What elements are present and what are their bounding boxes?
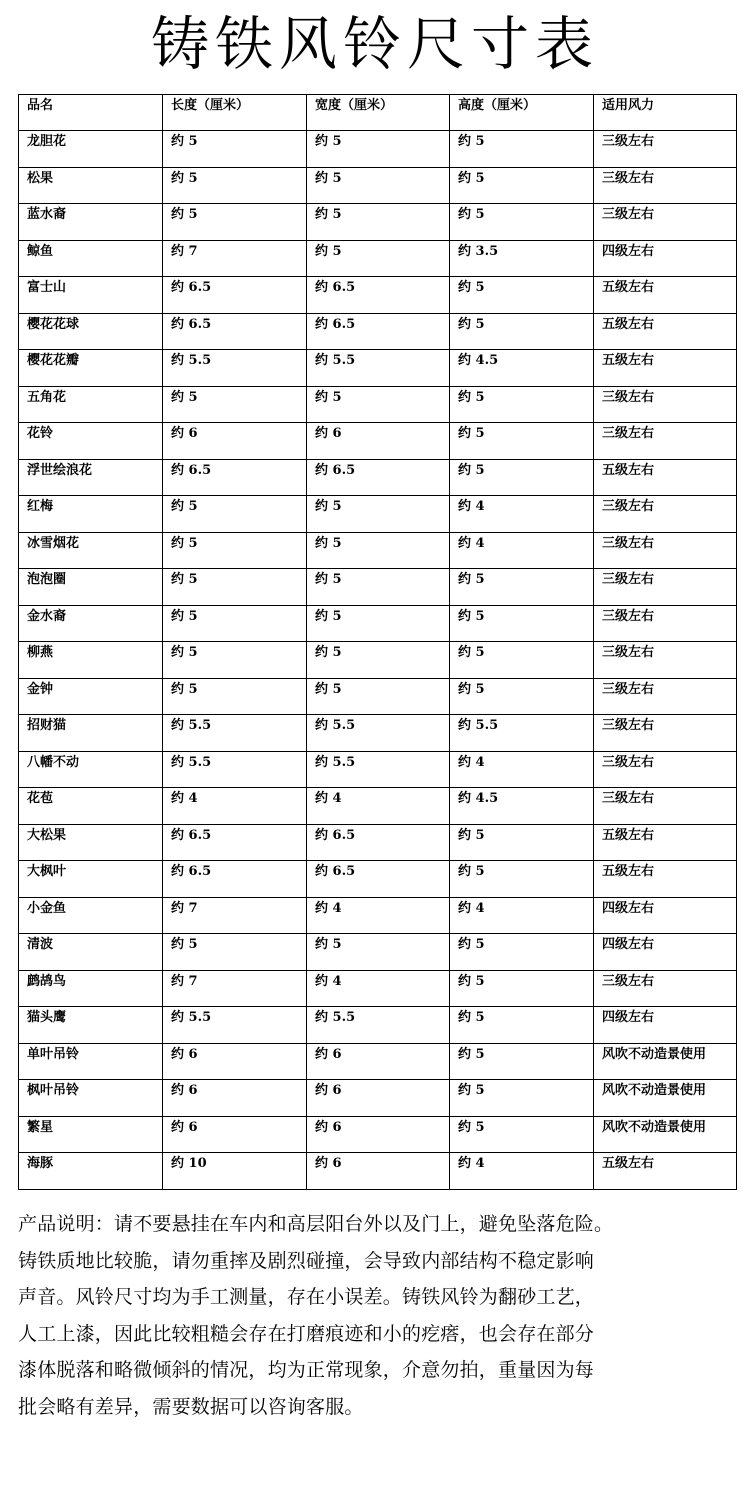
cell-width: 约 5.5 <box>307 751 450 788</box>
cell-wind-level: 四级左右 <box>594 897 737 934</box>
cell-product-name: 枫叶吊铃 <box>19 1080 163 1117</box>
header-width: 宽度（厘米） <box>307 95 450 131</box>
cell-product-name: 繁星 <box>19 1116 163 1153</box>
cell-width: 约 5 <box>307 934 450 971</box>
cell-height: 约 4 <box>450 897 594 934</box>
cell-length: 约 6 <box>163 1043 307 1080</box>
cell-product-name: 小金鱼 <box>19 897 163 934</box>
cell-width: 约 4 <box>307 897 450 934</box>
cell-width: 约 6.5 <box>307 861 450 898</box>
cell-wind-level: 三级左右 <box>594 496 737 533</box>
cell-height: 约 5 <box>450 1043 594 1080</box>
cell-width: 约 6 <box>307 1080 450 1117</box>
cell-wind-level: 三级左右 <box>594 131 737 168</box>
header-row <box>19 95 737 131</box>
cell-wind-level: 三级左右 <box>594 423 737 460</box>
cell-length: 约 7 <box>163 240 307 277</box>
cell-length: 约 5 <box>163 678 307 715</box>
table-row <box>19 131 737 168</box>
cell-product-name: 金钟 <box>19 678 163 715</box>
cell-product-name: 冰雪烟花 <box>19 532 163 569</box>
cell-wind-level: 五级左右 <box>594 277 737 314</box>
cell-width: 约 4 <box>307 970 450 1007</box>
cell-width: 约 6 <box>307 423 450 460</box>
table-row <box>19 1007 737 1044</box>
cell-height: 约 4.5 <box>450 788 594 825</box>
cell-wind-level: 四级左右 <box>594 1007 737 1044</box>
cell-width: 约 5.5 <box>307 1007 450 1044</box>
cell-height: 约 5 <box>450 131 594 168</box>
table-row <box>19 459 737 496</box>
cell-length: 约 5 <box>163 642 307 679</box>
cell-length: 约 5 <box>163 131 307 168</box>
cell-width: 约 6 <box>307 1043 450 1080</box>
cell-wind-level: 风吹不动造景使用 <box>594 1043 737 1080</box>
cell-height: 约 4 <box>450 496 594 533</box>
cell-product-name: 猫头鹰 <box>19 1007 163 1044</box>
cell-product-name: 富士山 <box>19 277 163 314</box>
table-row <box>19 1116 737 1153</box>
cell-width: 约 5 <box>307 569 450 606</box>
cell-product-name: 八幡不动 <box>19 751 163 788</box>
product-notes <box>18 1206 742 1425</box>
header-product-name: 品名 <box>19 95 163 131</box>
cell-width: 约 6.5 <box>307 277 450 314</box>
page-title: 铸铁风铃尺寸表 <box>150 10 599 78</box>
cell-product-name: 樱花花球 <box>19 313 163 350</box>
cell-wind-level: 三级左右 <box>594 532 737 569</box>
cell-wind-level: 四级左右 <box>594 240 737 277</box>
cell-product-name: 鹧鸪鸟 <box>19 970 163 1007</box>
cell-height: 约 5 <box>450 386 594 423</box>
cell-length: 约 5 <box>163 605 307 642</box>
cell-product-name: 花铃 <box>19 423 163 460</box>
cell-length: 约 5.5 <box>163 350 307 387</box>
cell-length: 约 7 <box>163 897 307 934</box>
header-wind-level: 适用风力 <box>594 95 737 131</box>
notes-line: 声音。风铃尺寸均为手工测量，存在小误差。铸铁风铃为翻砂工艺， <box>18 1286 595 1308</box>
table-row <box>19 788 737 825</box>
cell-product-name: 松果 <box>19 167 163 204</box>
table-row <box>19 240 737 277</box>
cell-height: 约 5 <box>450 277 594 314</box>
table-row <box>19 386 737 423</box>
cell-length: 约 6 <box>163 1116 307 1153</box>
cell-height: 约 5 <box>450 642 594 679</box>
cell-height: 约 5 <box>450 313 594 350</box>
cell-width: 约 6.5 <box>307 313 450 350</box>
cell-height: 约 4 <box>450 532 594 569</box>
cell-height: 约 5 <box>450 1080 594 1117</box>
cell-height: 约 5 <box>450 970 594 1007</box>
cell-length: 约 5.5 <box>163 1007 307 1044</box>
cell-wind-level: 五级左右 <box>594 824 737 861</box>
cell-length: 约 5 <box>163 934 307 971</box>
cell-length: 约 10 <box>163 1153 307 1190</box>
cell-width: 约 5 <box>307 496 450 533</box>
cell-product-name: 招财猫 <box>19 715 163 752</box>
table-row <box>19 897 737 934</box>
cell-product-name: 五角花 <box>19 386 163 423</box>
cell-wind-level: 三级左右 <box>594 386 737 423</box>
table-row <box>19 1043 737 1080</box>
cell-height: 约 5 <box>450 167 594 204</box>
cell-product-name: 泡泡圈 <box>19 569 163 606</box>
notes-line: 批会略有差异，需要数据可以咨询客服。 <box>18 1395 364 1418</box>
cell-height: 约 4.5 <box>450 350 594 387</box>
notes-line: 产品说明：请不要悬挂在车内和高层阳台外以及门上，避免坠落危险。 <box>18 1213 614 1235</box>
table-row <box>19 496 737 533</box>
cell-width: 约 6.5 <box>307 824 450 861</box>
cell-height: 约 5 <box>450 1116 594 1153</box>
cell-product-name: 单叶吊铃 <box>19 1043 163 1080</box>
cell-length: 约 4 <box>163 788 307 825</box>
cell-wind-level: 三级左右 <box>594 167 737 204</box>
size-table-header <box>19 95 737 131</box>
cell-width: 约 5 <box>307 532 450 569</box>
cell-product-name: 柳燕 <box>19 642 163 679</box>
cell-product-name: 海豚 <box>19 1153 163 1190</box>
cell-length: 约 5 <box>163 386 307 423</box>
cell-wind-level: 三级左右 <box>594 204 737 241</box>
cell-width: 约 5 <box>307 240 450 277</box>
cell-length: 约 5.5 <box>163 715 307 752</box>
header-height: 高度（厘米） <box>450 95 594 131</box>
cell-width: 约 5 <box>307 642 450 679</box>
notes-line: 漆体脱落和略微倾斜的情况，均为正常现象，介意勿拍，重量因为每 <box>18 1359 595 1381</box>
cell-wind-level: 五级左右 <box>594 459 737 496</box>
cell-length: 约 5 <box>163 569 307 606</box>
cell-height: 约 5 <box>450 678 594 715</box>
cell-product-name: 红梅 <box>19 496 163 533</box>
cell-wind-level: 三级左右 <box>594 642 737 679</box>
table-row <box>19 934 737 971</box>
cell-width: 约 6.5 <box>307 459 450 496</box>
notes-line: 铸铁质地比较脆，请勿重摔及剧烈碰撞，会导致内部结构不稳定影响 <box>18 1249 595 1272</box>
cell-wind-level: 五级左右 <box>594 861 737 898</box>
cell-height: 约 5 <box>450 459 594 496</box>
cell-height: 约 5 <box>450 204 594 241</box>
cell-width: 约 5 <box>307 167 450 204</box>
cell-length: 约 5 <box>163 532 307 569</box>
cell-wind-level: 三级左右 <box>594 788 737 825</box>
table-row <box>19 678 737 715</box>
cell-height: 约 5 <box>450 1007 594 1044</box>
cell-width: 约 5 <box>307 204 450 241</box>
cell-length: 约 6.5 <box>163 313 307 350</box>
cell-wind-level: 四级左右 <box>594 934 737 971</box>
cell-product-name: 金水裔 <box>19 605 163 642</box>
table-row <box>19 861 737 898</box>
table-row <box>19 1080 737 1117</box>
table-row <box>19 715 737 752</box>
cell-height: 约 5.5 <box>450 715 594 752</box>
cell-length: 约 5 <box>163 204 307 241</box>
cell-height: 约 5 <box>450 934 594 971</box>
cell-height: 约 4 <box>450 751 594 788</box>
table-row <box>19 423 737 460</box>
cell-length: 约 5 <box>163 496 307 533</box>
cell-length: 约 6.5 <box>163 824 307 861</box>
table-row <box>19 277 737 314</box>
table-row <box>19 970 737 1007</box>
cell-length: 约 6.5 <box>163 459 307 496</box>
cell-length: 约 6 <box>163 423 307 460</box>
table-row <box>19 642 737 679</box>
cell-product-name: 大枫叶 <box>19 861 163 898</box>
cell-wind-level: 五级左右 <box>594 350 737 387</box>
cell-height: 约 5 <box>450 423 594 460</box>
cell-height: 约 5 <box>450 861 594 898</box>
table-row <box>19 204 737 241</box>
notes-line: 人工上漆，因此比较粗糙会存在打磨痕迹和小的疙瘩，也会存在部分 <box>18 1322 595 1345</box>
cell-wind-level: 五级左右 <box>594 313 737 350</box>
cell-width: 约 6 <box>307 1116 450 1153</box>
cell-length: 约 7 <box>163 970 307 1007</box>
cell-height: 约 4 <box>450 1153 594 1190</box>
cell-height: 约 5 <box>450 605 594 642</box>
cell-length: 约 5 <box>163 167 307 204</box>
table-row <box>19 751 737 788</box>
cell-width: 约 6 <box>307 1153 450 1190</box>
cell-product-name: 浮世绘浪花 <box>19 459 163 496</box>
cell-width: 约 5 <box>307 386 450 423</box>
cell-length: 约 5.5 <box>163 751 307 788</box>
cell-product-name: 清波 <box>19 934 163 971</box>
cell-wind-level: 风吹不动造景使用 <box>594 1116 737 1153</box>
cell-wind-level: 三级左右 <box>594 751 737 788</box>
table-row <box>19 313 737 350</box>
cell-wind-level: 三级左右 <box>594 605 737 642</box>
table-row <box>19 605 737 642</box>
cell-wind-level: 三级左右 <box>594 715 737 752</box>
cell-length: 约 6 <box>163 1080 307 1117</box>
cell-width: 约 5.5 <box>307 715 450 752</box>
cell-width: 约 5.5 <box>307 350 450 387</box>
cell-length: 约 6.5 <box>163 861 307 898</box>
cell-length: 约 6.5 <box>163 277 307 314</box>
cell-product-name: 鲸鱼 <box>19 240 163 277</box>
cell-wind-level: 五级左右 <box>594 1153 737 1190</box>
cell-height: 约 5 <box>450 569 594 606</box>
cell-height: 约 3.5 <box>450 240 594 277</box>
size-table <box>18 94 737 1190</box>
cell-width: 约 5 <box>307 131 450 168</box>
table-row <box>19 824 737 861</box>
cell-height: 约 5 <box>450 824 594 861</box>
cell-product-name: 蓝水裔 <box>19 204 163 241</box>
cell-wind-level: 三级左右 <box>594 569 737 606</box>
cell-width: 约 5 <box>307 678 450 715</box>
table-row <box>19 532 737 569</box>
cell-wind-level: 风吹不动造景使用 <box>594 1080 737 1117</box>
cell-product-name: 龙胆花 <box>19 131 163 168</box>
table-row <box>19 350 737 387</box>
size-table-body <box>19 131 737 1190</box>
table-row <box>19 1153 737 1190</box>
cell-product-name: 花苞 <box>19 788 163 825</box>
cell-width: 约 4 <box>307 788 450 825</box>
cell-wind-level: 三级左右 <box>594 970 737 1007</box>
cell-product-name: 大松果 <box>19 824 163 861</box>
table-row <box>19 569 737 606</box>
table-row <box>19 167 737 204</box>
cell-width: 约 5 <box>307 605 450 642</box>
header-length: 长度（厘米） <box>163 95 307 131</box>
cell-wind-level: 三级左右 <box>594 678 737 715</box>
cell-product-name: 樱花花瓣 <box>19 350 163 387</box>
